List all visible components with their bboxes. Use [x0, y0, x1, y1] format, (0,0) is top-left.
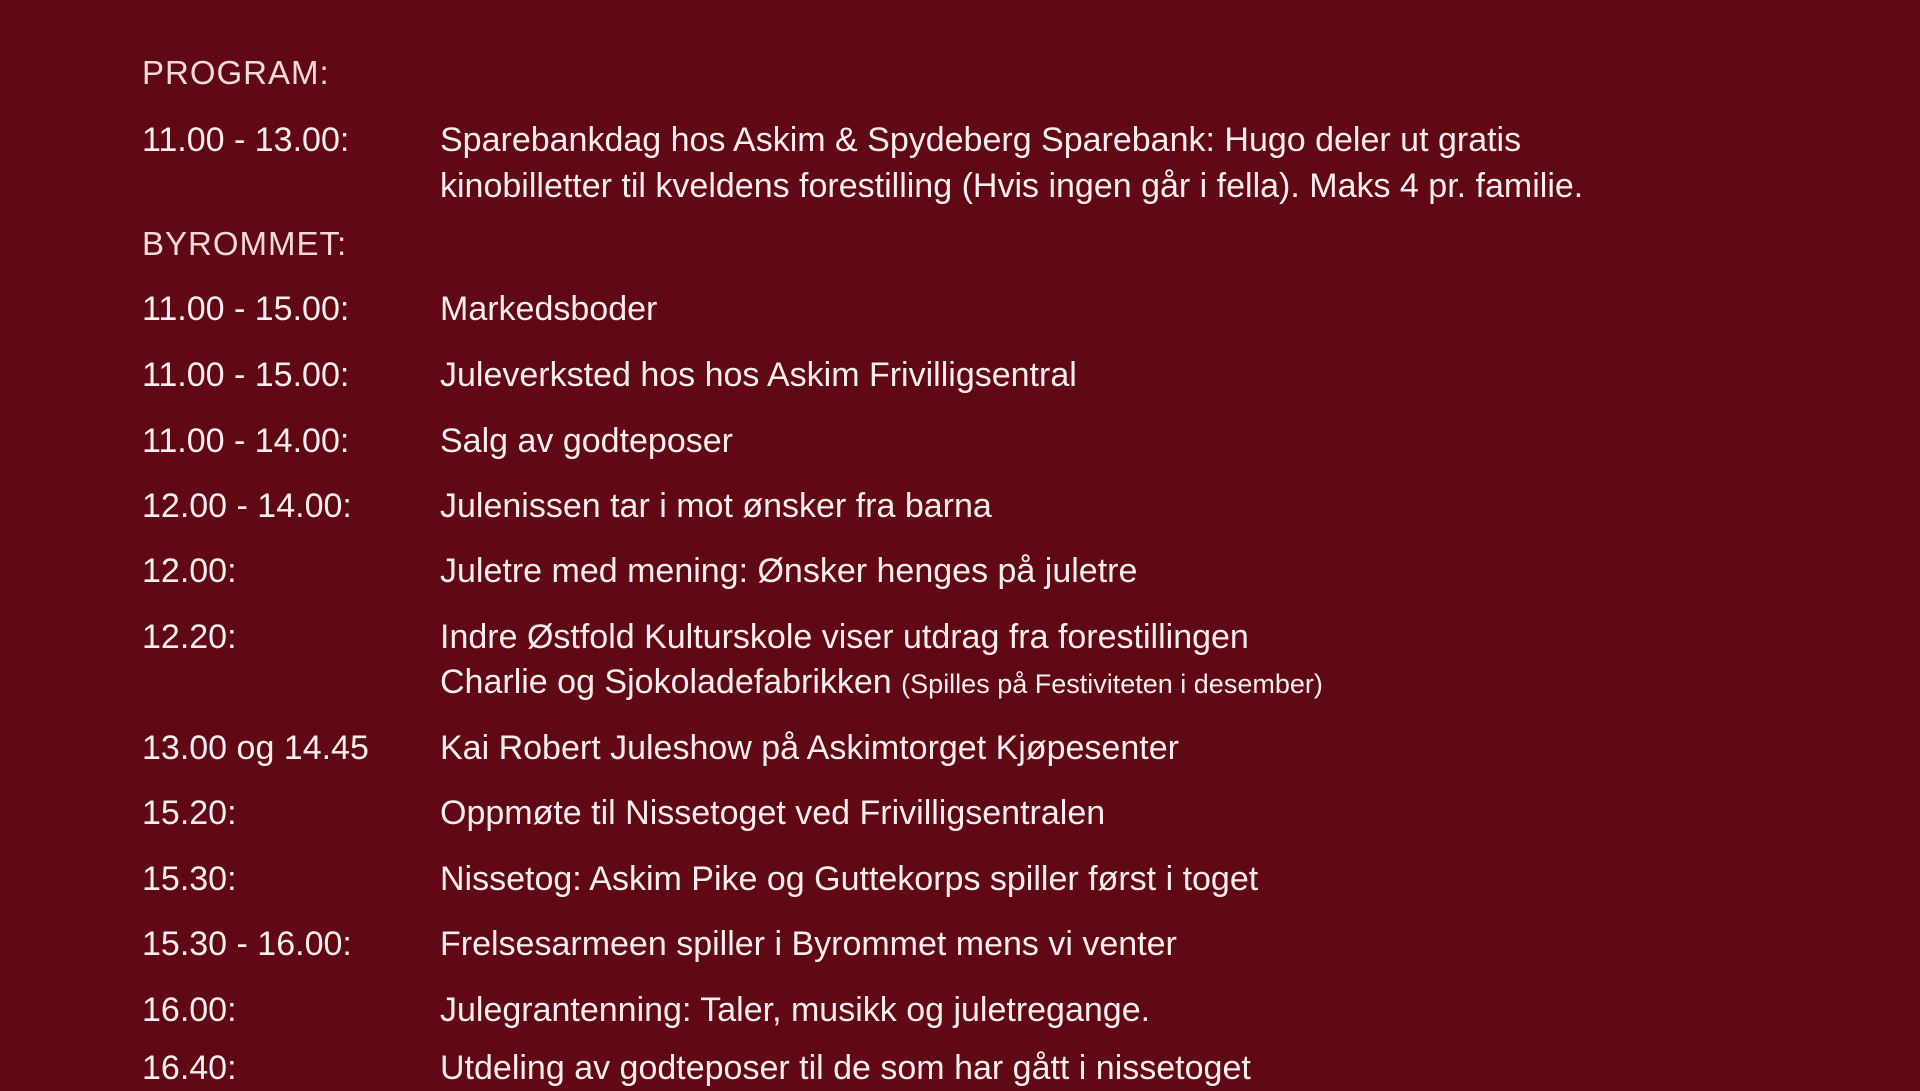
item-time: 13.00 og 14.45 — [142, 729, 369, 767]
item-text: Markedsboder — [440, 290, 658, 328]
item-text: Kai Robert Juleshow på Askimtorget Kjøpesenter — [440, 729, 1179, 767]
heading-program: PROGRAM: — [142, 54, 330, 91]
item-text: Juletre med mening: Ønsker henges på juletre — [440, 552, 1138, 590]
item-time: 15.20: — [142, 794, 237, 832]
item-text: Juleverksted hos hos Askim Frivilligsentral — [440, 356, 1077, 394]
item-time: 16.00: — [142, 991, 237, 1029]
item-text: Julegrantenning: Taler, musikk og juletregange. — [440, 991, 1151, 1029]
item-time: 15.30 - 16.00: — [142, 925, 352, 963]
item-text-line2: kinobilletter til kveldens forestilling (Hvis ingen går i fella). Maks 4 pr. familie. — [440, 167, 1584, 205]
item-text: Julenissen tar i mot ønsker fra barna — [440, 487, 992, 525]
item-note: (Spilles på Festiviteten i desember) — [901, 669, 1323, 699]
item-text: Oppmøte til Nissetoget ved Frivilligsentralen — [440, 794, 1106, 832]
item-text: Indre Østfold Kulturskole viser utdrag fra forestillingen — [440, 618, 1249, 656]
heading-byrommet: BYROMMET: — [142, 225, 348, 262]
item-time: 12.20: — [142, 618, 237, 656]
item-text: Utdeling av godteposer til de som har gått i nissetoget — [440, 1049, 1251, 1087]
item-time: 12.00: — [142, 552, 237, 590]
item-time: 16.40: — [142, 1049, 237, 1087]
item-text: Salg av godteposer — [440, 422, 733, 460]
item-text: Sparebankdag hos Askim & Spydeberg Sparebank: Hugo deler ut gratis — [440, 121, 1522, 159]
item-time: 15.30: — [142, 860, 237, 898]
item-text: Frelsesarmeen spiller i Byrommet mens vi venter — [440, 925, 1177, 963]
item-text-line2: Charlie og Sjokoladefabrikken — [440, 663, 892, 701]
item-time: 11.00 - 14.00: — [142, 422, 350, 460]
item-time: 11.00 - 15.00: — [142, 356, 350, 394]
item-time: 11.00 - 15.00: — [142, 290, 350, 328]
item-text: Nissetog: Askim Pike og Guttekorps spiller først i toget — [440, 860, 1259, 898]
item-time: 11.00 - 13.00: — [142, 121, 350, 159]
item-time: 12.00 - 14.00: — [142, 487, 352, 525]
